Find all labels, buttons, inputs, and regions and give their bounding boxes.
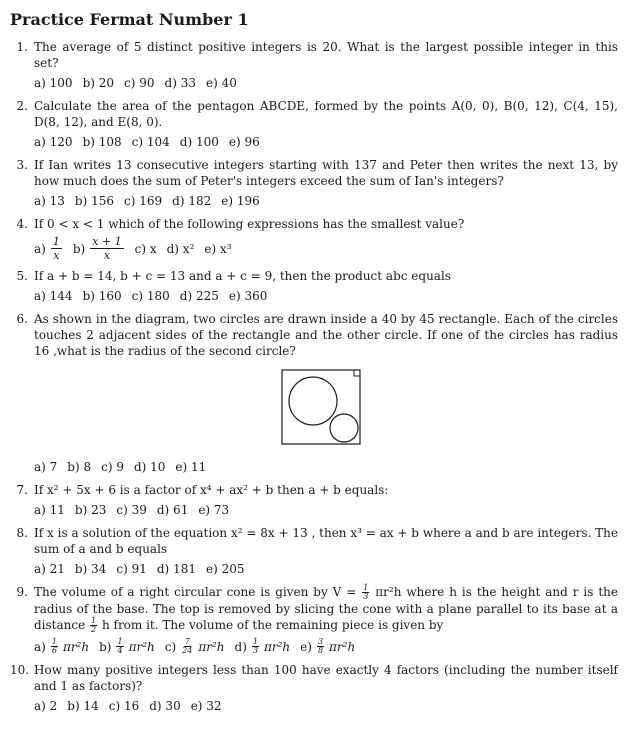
choice-b[interactable] [73,236,125,261]
choice-label: a) [34,639,46,654]
choice-b[interactable]: b) 156 [74,194,115,208]
choice-a[interactable]: a) 100 [34,76,73,90]
question-6 [10,311,618,475]
choice-d[interactable]: d) 225 [179,289,219,303]
question-4 [10,216,618,261]
fraction [252,638,259,655]
question-number: 4. [16,217,28,231]
choice-e[interactable]: e) 96 [228,135,260,149]
choice-label: a) [34,241,46,256]
choice-e[interactable]: e) 73 [198,503,230,517]
denominator: 3 [363,592,369,601]
answer-choices [34,236,618,261]
choice-c[interactable]: c) 39 [116,503,147,517]
choice-b[interactable]: b) 108 [82,135,122,149]
answer-choices [34,75,618,91]
choice-d[interactable]: d) 182 [172,194,212,208]
numerator: x + 1 [92,235,122,248]
fraction [116,638,123,655]
answer-choices [34,698,618,714]
question-number: 5. [16,269,28,283]
choice-e[interactable]: e) x³ [204,241,232,256]
denominator: x [103,249,111,262]
denominator: 8 [317,646,324,655]
numerator: 1 [363,583,369,592]
choice-a[interactable]: a) 13 [34,194,65,208]
fraction [317,638,324,655]
answer-choices [34,288,618,304]
denominator: 2 [91,625,97,634]
choice-label: b) [99,639,112,654]
page-title: Practice Fermat Number 1 [10,10,249,29]
choice-expression: πr²h [263,639,291,654]
question-text: If x² + 5x + 6 is a factor of x⁴ + ax² + b then a + b equals: [34,483,389,497]
choice-b[interactable]: b) 34 [74,562,107,576]
answer-choices [34,502,618,518]
choice-d[interactable]: d) 100 [179,135,219,149]
choice-d[interactable]: d) 33 [164,76,196,90]
numerator: 1 [52,235,60,248]
question-7 [10,482,618,518]
choice-a[interactable]: a) 21 [34,562,65,576]
choice-a[interactable] [34,236,63,261]
choice-label: c) [164,639,177,654]
choice-b[interactable]: b) 8 [67,460,92,474]
numerator: 1 [51,637,57,646]
question-9 [10,584,618,655]
choice-label: e) [300,639,312,654]
numerator: 1 [91,616,97,625]
choice-expression: πr²h [329,639,356,654]
question-text [34,584,618,634]
question-text: If a + b = 14, b + c = 13 and a + c = 9, then the product abc equals [34,269,451,283]
numerator: 1 [117,637,123,646]
choice-c[interactable]: c) 16 [108,699,140,713]
choice-d[interactable]: d) 30 [149,699,181,713]
fraction [181,638,193,655]
choice-a[interactable]: a) 7 [34,460,58,474]
choice-label: b) [72,241,86,256]
choice-e[interactable]: e) 360 [228,289,268,303]
fraction [362,584,369,601]
choice-e[interactable]: e) 40 [205,76,237,90]
choice-c[interactable]: c) 180 [131,289,170,303]
choice-d[interactable]: d) 61 [156,503,189,517]
choice-c[interactable]: c) 104 [131,135,170,149]
right-angle-marker [354,370,360,376]
denominator: 3 [252,646,258,655]
question-3 [10,157,618,209]
choice-d[interactable] [235,638,291,655]
question-text: If 0 < x < 1 which of the following expressions has the smallest value? [34,217,465,231]
choice-a[interactable]: a) 120 [34,135,73,149]
question-text: If x is a solution of the equation x² = 8x + 13 , then x³ = ax + b where a and b are integers. The sum of a and b equals [34,526,618,556]
choice-d[interactable]: d) 10 [133,460,166,474]
fraction [90,617,97,634]
answer-choices [34,193,618,209]
choice-e[interactable] [300,638,355,655]
numerator: 3 [317,637,324,646]
choice-c[interactable] [165,638,225,655]
choice-c[interactable]: c) 91 [116,562,147,576]
small-circle [330,414,358,442]
choice-expression: πr²h [198,639,225,654]
answer-choices [34,134,618,150]
question-text-part: h from it. The volume of the remaining piece is given by [101,618,444,632]
question-number: 3. [16,158,28,172]
choice-a[interactable]: a) 144 [34,289,73,303]
choice-e[interactable]: e) 11 [175,460,207,474]
large-circle [289,377,337,425]
question-text: Calculate the area of the pentagon ABCDE, formed by the points A(0, 0), B(0, 12), C(4, 15), D(8, 12), and E(8, 0). [34,99,618,129]
numerator: 7 [184,637,190,646]
question-number: 9. [16,585,28,599]
question-2 [10,98,618,150]
choice-c[interactable]: c) 9 [101,460,124,474]
choice-d[interactable]: d) x² [166,241,195,256]
question-text: How many positive integers less than 100 have exactly 4 factors (including the number itself and 1 as factors)? [34,663,618,693]
fraction [51,236,62,261]
question-number: 6. [16,312,28,326]
answer-choices [34,638,618,655]
numerator: 1 [252,637,258,646]
denominator: 6 [51,646,57,655]
question-5 [10,268,618,304]
answer-choices [34,459,618,475]
choice-b[interactable]: b) 20 [82,76,115,90]
question-number: 8. [16,526,28,540]
choice-b[interactable]: b) 23 [74,503,107,517]
fraction [51,638,58,655]
choice-expression: πr²h [128,639,155,654]
rectangle-outline [282,370,360,444]
diagram-svg [281,369,371,447]
choice-b[interactable]: b) 14 [67,699,99,713]
choice-expression: πr²h [62,639,90,654]
choice-c[interactable]: c) 90 [124,76,155,90]
question-list [10,39,618,714]
denominator: 4 [117,646,123,655]
question-text: If Ian writes 13 consecutive integers starting with 137 and Peter then writes the next 13, by how much does the sum of Peter's integers exceed the sum of Ian's integers? [34,158,618,188]
choice-b[interactable] [99,638,155,655]
question-text-part: πr²h where h is the height and r is the radius of the base. The top is removed by slicing the cone with a plane parallel to its base at a distance [34,585,618,632]
question-1 [10,39,618,91]
question-number: 1. [16,40,28,54]
question-text-part: The volume of a right circular cone is given by V = [34,585,362,599]
choice-e[interactable]: e) 196 [221,194,260,208]
answer-choices [34,561,618,577]
question-number: 10. [10,663,30,677]
denominator: x [53,249,60,262]
question-text: As shown in the diagram, two circles are drawn inside a 40 by 45 rectangle. Each of the circles touches 2 adjacent sides of the rectangle and the other circle. If one of the circles has radius 16 ,what is the radius of the second circle? [34,312,618,358]
choice-e[interactable]: e) 205 [205,562,245,576]
fraction [90,236,123,261]
choice-b[interactable]: b) 160 [82,289,122,303]
choice-a[interactable] [34,638,89,655]
circles-in-rectangle-diagram [34,369,618,447]
choice-a[interactable]: a) 11 [34,503,65,517]
choice-a[interactable]: a) 2 [34,699,58,713]
question-8 [10,525,618,577]
question-number: 2. [16,99,28,113]
choice-d[interactable]: d) 181 [156,562,196,576]
question-text: The average of 5 distinct positive integers is 20. What is the largest possible integer in this set? [34,40,618,70]
choice-label: d) [234,639,247,654]
question-number: 7. [16,483,28,497]
choice-e[interactable]: e) 32 [190,699,222,713]
choice-c[interactable]: c) x [134,241,157,256]
denominator: 24 [182,646,193,655]
choice-c[interactable]: c) 169 [124,194,163,208]
question-10 [10,662,618,714]
